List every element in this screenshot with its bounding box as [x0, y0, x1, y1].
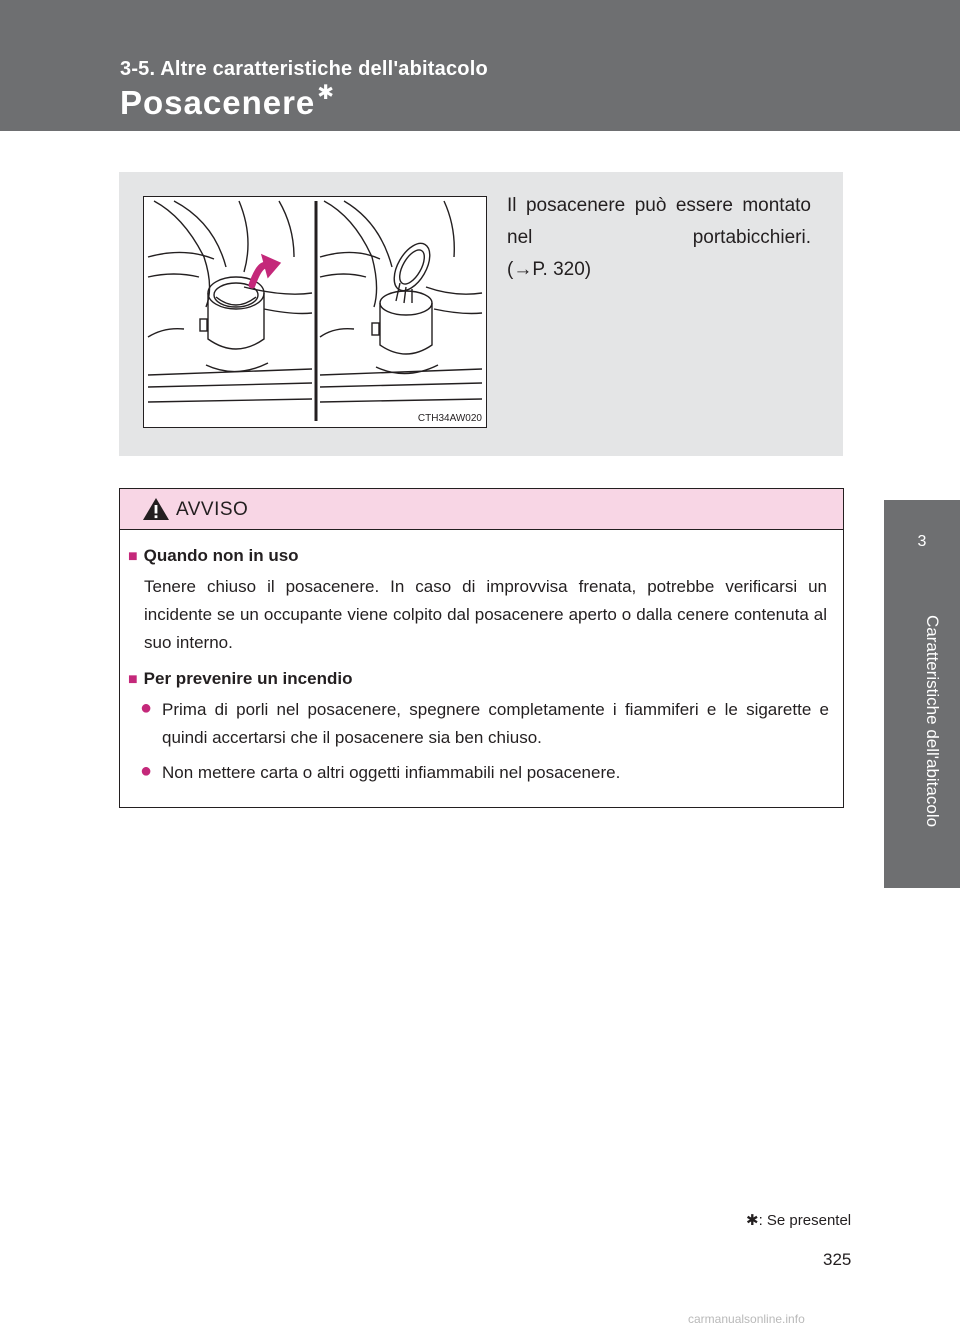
warning-heading-text: Quando non in uso [143, 546, 299, 565]
page-header [0, 0, 960, 131]
warning-heading [128, 669, 352, 689]
footnote-text: : Se presentel [758, 1212, 852, 1229]
warning-heading [128, 546, 299, 566]
warning-bullet-text: Non mettere carta o altri oggetti infiammabili nel posacenere. [162, 763, 621, 782]
footnote [746, 1211, 851, 1229]
asterisk-icon: ✱ [746, 1212, 759, 1229]
section-label: 3-5. Altre caratteristiche dell'abitacolo [120, 58, 488, 80]
warning-paragraph: Tenere chiuso il posacenere. In caso di improvvisa frenata, potrebbe verificarsi un incidente se un occupante viene colpito dal posacenere aperto o dalla cenere contenuta al suo interno. [144, 577, 827, 652]
warning-title: AVVISO [176, 499, 249, 520]
square-bullet-icon: ■ [128, 671, 138, 688]
warning-triangle-icon [142, 497, 170, 521]
page-reference-link[interactable]: (→P. 320) [507, 259, 592, 280]
page-title [120, 84, 335, 122]
warning-header [120, 489, 843, 530]
circle-bullet-icon: ● [140, 697, 153, 719]
chapter-number: 3 [917, 533, 927, 550]
warning-box [119, 488, 844, 808]
watermark: carmanualsonline.info [688, 1312, 805, 1326]
figure-code: CTH34AW020 [417, 413, 482, 424]
ashtray-drawing [144, 197, 486, 427]
warning-heading-text: Per prevenire un incendio [143, 669, 353, 688]
ashtray-illustration [143, 196, 487, 428]
square-bullet-icon: ■ [128, 548, 138, 565]
page-number: 325 [823, 1250, 852, 1269]
figure-description: Il posacenere può essere montato nel portabicchieri. [507, 195, 811, 248]
asterisk-icon: ✱ [317, 82, 336, 104]
page-title-text: Posacenere [120, 84, 316, 121]
warning-bullet-text: Prima di porli nel posacenere, spegnere completamente i fiammiferi e le sigarette e quindi accertarsi che il posacenere sia ben chiuso. [162, 700, 829, 747]
circle-bullet-icon: ● [140, 760, 153, 782]
chapter-title: Caratteristiche dell'abitacolo [923, 615, 942, 828]
